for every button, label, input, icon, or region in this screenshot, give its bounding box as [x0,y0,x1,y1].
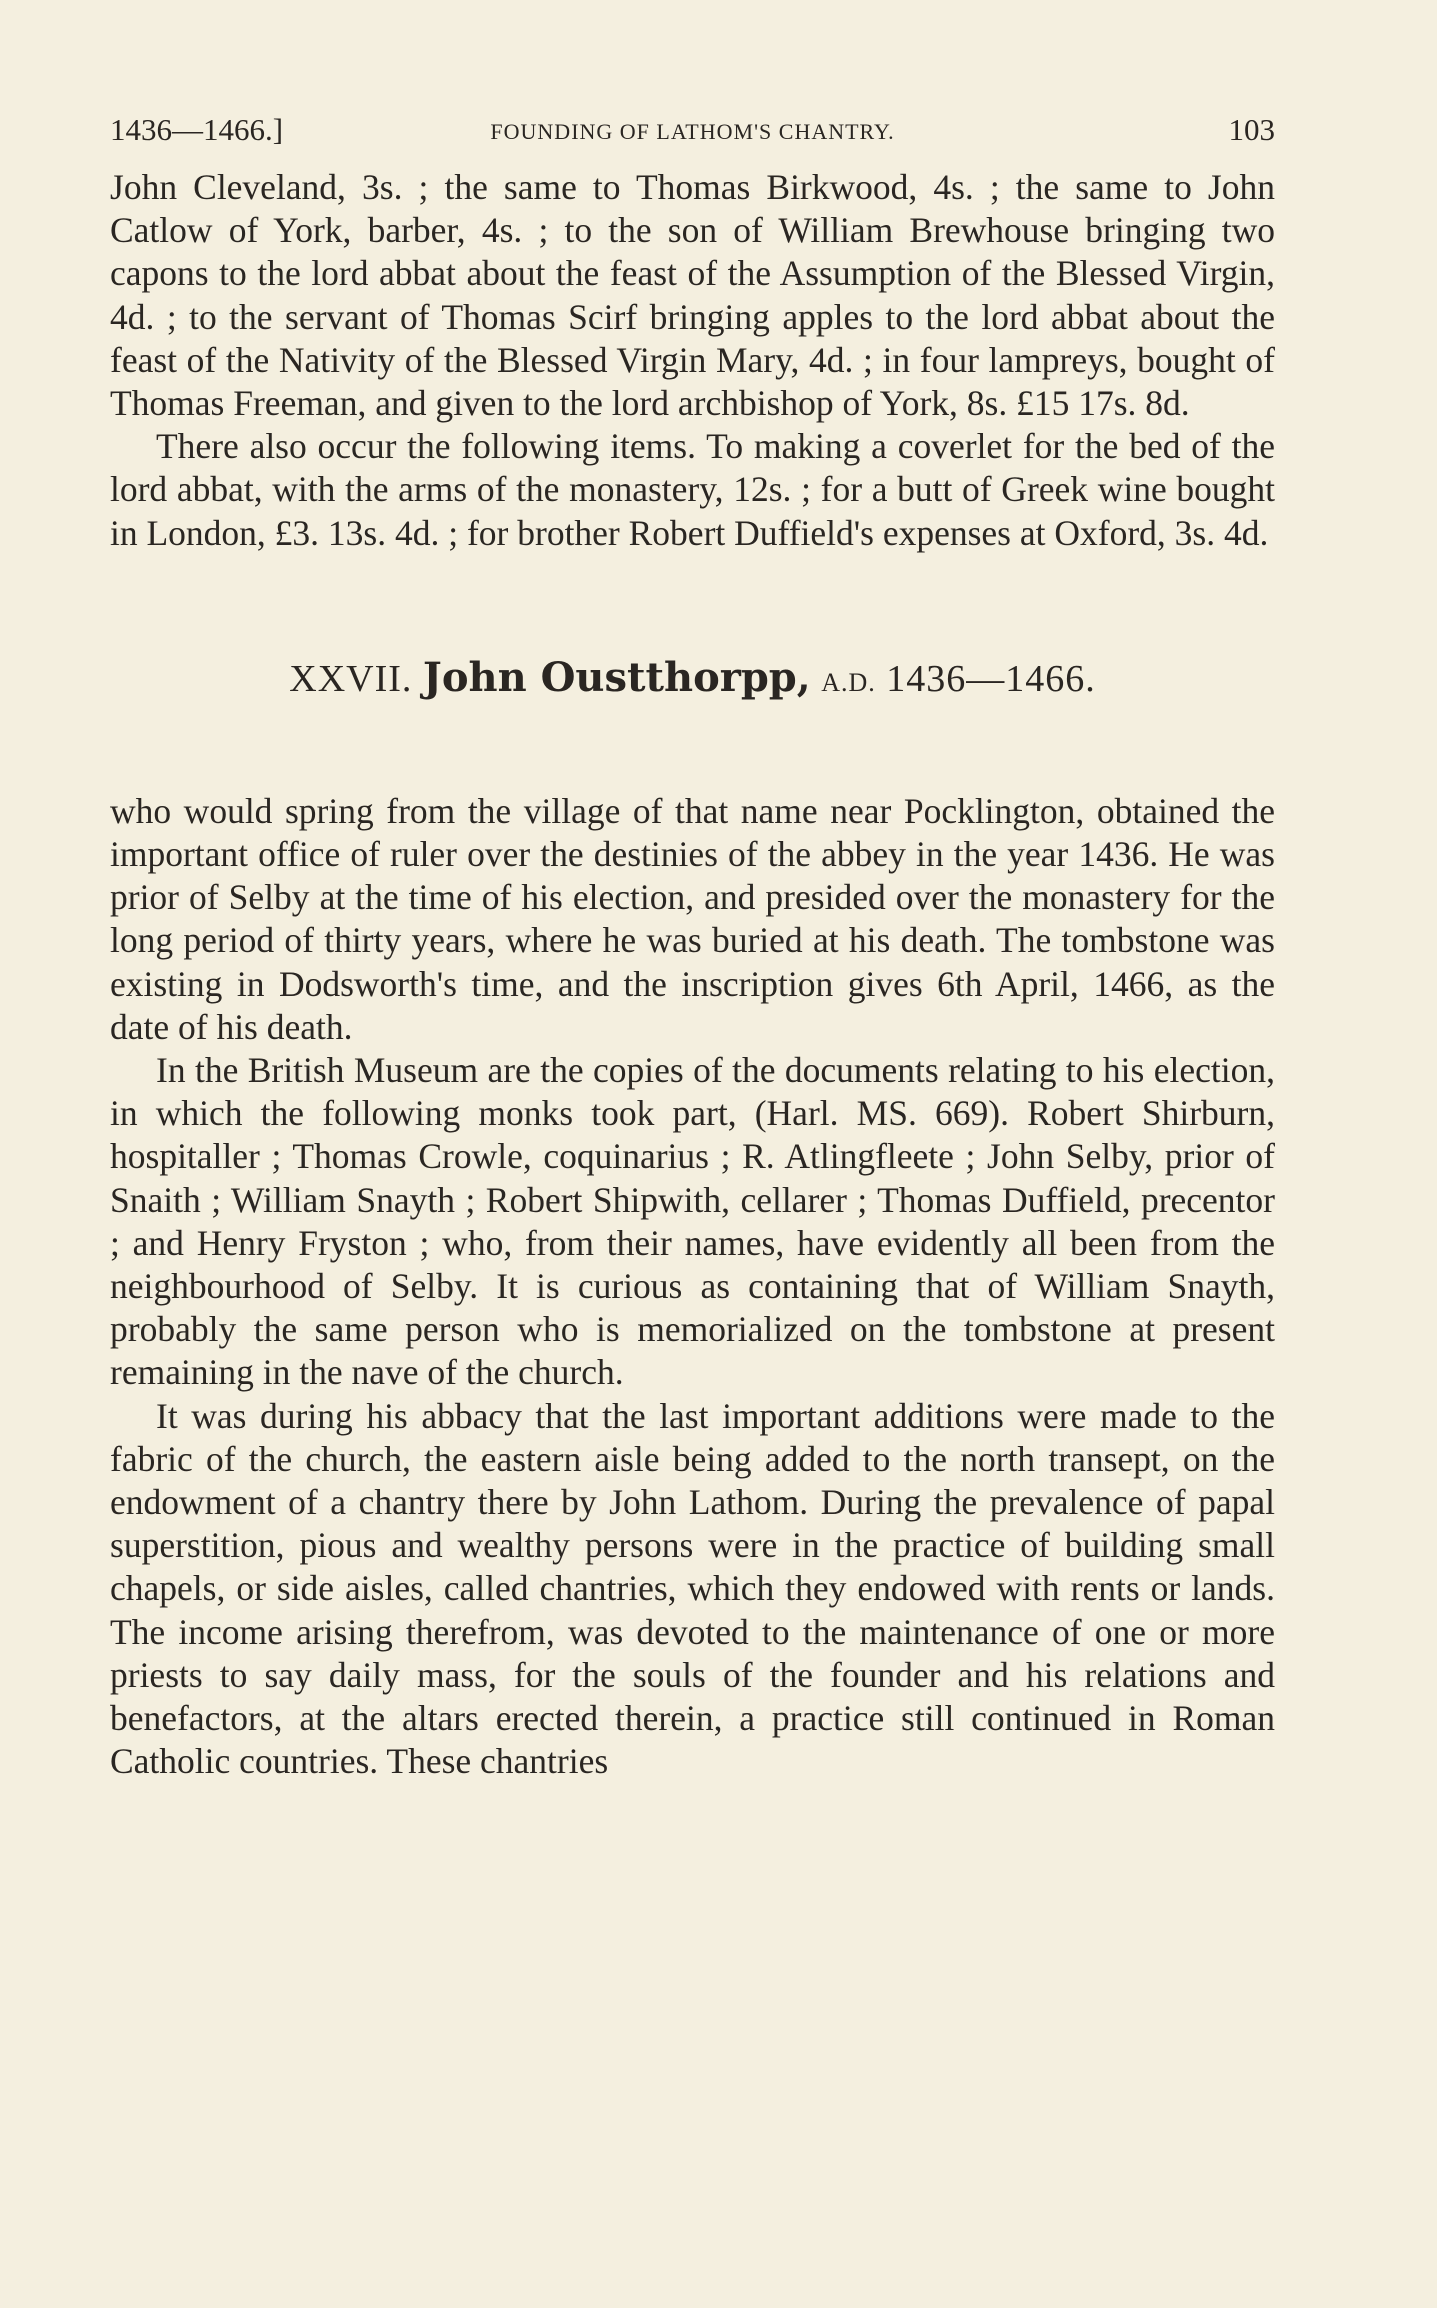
chapter-name: John Oustthorpp, [422,653,811,701]
page-number: 103 [1228,112,1275,147]
paragraph: In the British Museum are the copies of the documents relating to his election, in which the following monks took part, (Harl. MS. 669). Robert Shirburn, hospitaller ; Thomas Crowle, coquinarius ; R. Atlingfleete ; John Selby, prior of Snaith ; William Snayth ; Robert Shipwith, cellarer ; Thomas Duffield, precentor ; and Henry Fryston ; who, from their names, have evidently all been from the neighbourhood of Selby. It is curious as containing that of William Snayth, probably the same person who is memorialized on the tombstone at present remaining in the nave of the church. [110,1050,1275,1393]
chapter-era: A.D. [821,667,876,697]
paragraph: It was during his abbacy that the last important additions were made to the fabric of the church, the eastern aisle being added to the north transept, on the endowment of a chantry there by John Lathom. During the prevalence of papal superstition, pious and wealthy persons were in the practice of building small chapels, or side aisles, called chantries, which they endowed with rents or lands. The income arising therefrom, was devoted to the maintenance of one or more priests to say daily mass, for the souls of the founder and his relations and benefactors, at the altars erected therein, a practice still continued in Roman Catholic countries. These chantries [110,1395,1275,1782]
running-head [110,108,1275,152]
date-range: 1436—1466.] [110,112,284,147]
paragraph: who would spring from the village of that name near Pocklington, obtained the important office of ruler over the destinies of the abbey in the year 1436. He was prior of Selby at the time of his election, and presided over the monastery for the long period of thirty years, where he was buried at his death. The tombstone was existing in Dodsworth's time, and the inscription gives 6th April, 1466, as the date of his death. [110,790,1275,1047]
chapter-years: 1436—1466. [886,657,1096,700]
chapter-heading [110,653,1275,708]
paragraph: There also occur the following items. To making a coverlet for the bed of the lord abbat, with the arms of the monastery, 12s. ; for a butt of Greek wine bought in London, £3. 13s. 4d. ; for brother Robert Duffield's expenses at Oxford, 3s. 4d. [110,426,1275,553]
book-page [110,108,1275,1784]
running-title: FOUNDING OF LATHOM'S CHANTRY. [490,119,895,144]
chapter-number: XXVII. [289,657,413,700]
paragraph: John Cleveland, 3s. ; the same to Thomas Birkwood, 4s. ; the same to John Catlow of York, barber, 4s. ; to the son of William Brewhouse bringing two capons to the lord abbat about the feast of the Assumption of the Blessed Virgin, 4d. ; to the servant of Thomas Scirf bringing apples to the lord abbat about the feast of the Nativity of the Blessed Virgin Mary, 4d. ; in four lampreys, bought of Thomas Freeman, and given to the lord archbishop of York, 8s. £15 17s. 8d. [110,167,1275,424]
